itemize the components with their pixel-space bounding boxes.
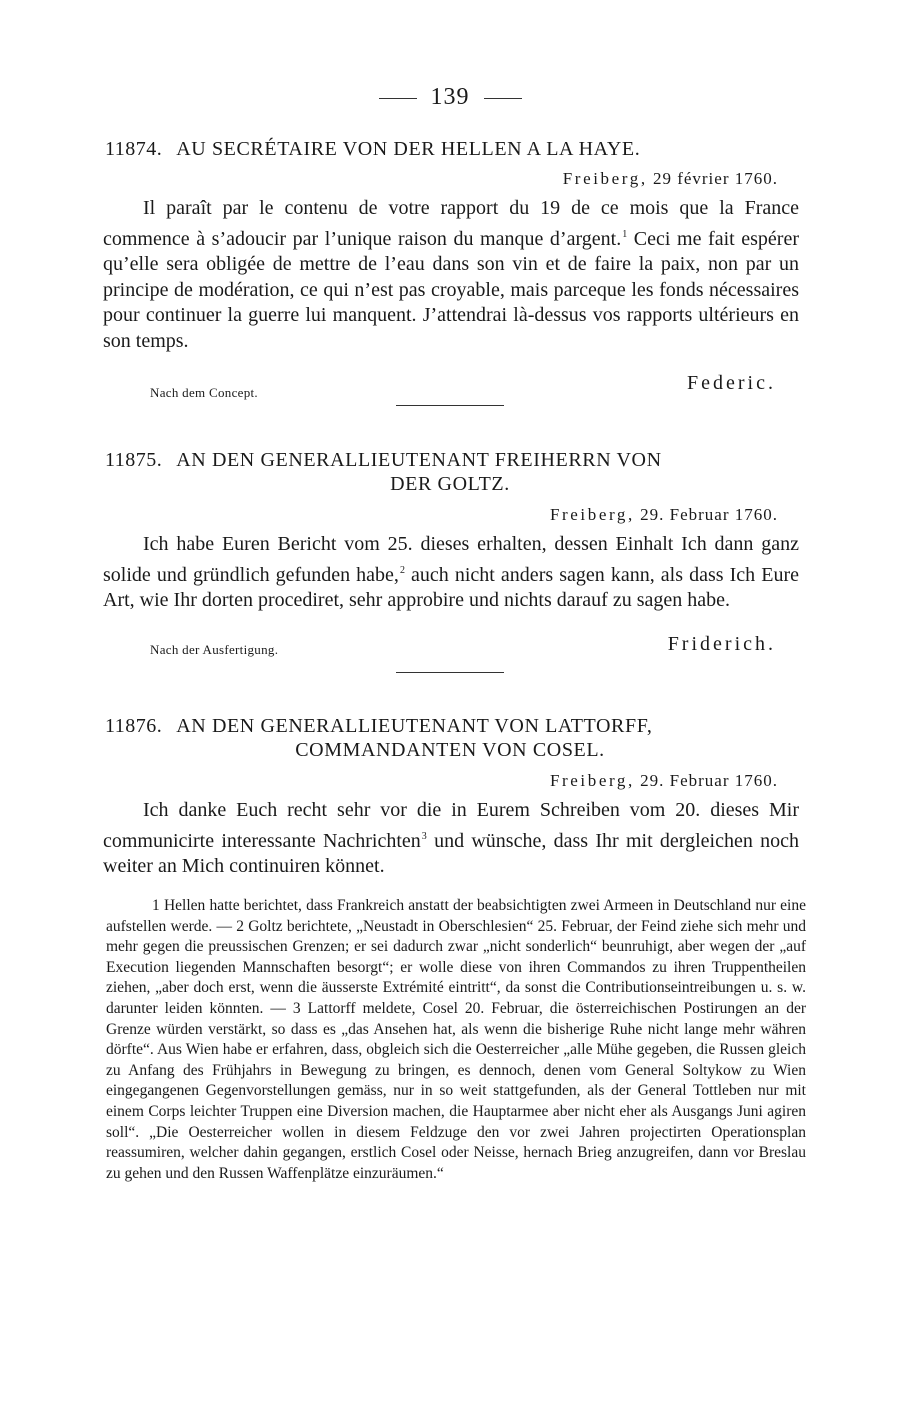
page-number <box>0 84 900 111</box>
footnotes <box>106 896 806 1184</box>
letter-dateline <box>550 505 778 525</box>
letter-body-text: Il paraît par le contenu de votre rapport du 19 de ce mois que la France commence à s’adoucir par l’unique raison du manque d’argent. <box>103 197 799 250</box>
letter-place: Freiberg, <box>549 771 635 790</box>
letter-heading <box>105 714 795 762</box>
letter-addressee: AU SECRÉTAIRE VON DER HELLEN A LA HAYE. <box>176 138 641 160</box>
section-divider <box>396 672 504 673</box>
letter-signature: Federic. <box>687 372 776 394</box>
letter-number: 11875. <box>105 449 163 471</box>
letter-source-note: Nach dem Concept. <box>150 385 258 400</box>
footnote-ref: 1 <box>622 228 628 240</box>
letter-addressee-line2: DER GOLTZ. <box>390 473 510 495</box>
letter-addressee: AN DEN GENERALLIEUTENANT FREIHERRN VON <box>176 449 662 471</box>
letter-body-text: Ich habe Euren Bericht vom 25. dieses erhalten, dessen Einhalt Ich dann ganz solide und gründlich gefunden habe, <box>103 533 799 586</box>
letter-heading <box>105 448 795 496</box>
footnote-ref: 2 <box>399 564 405 576</box>
letter-addressee: AN DEN GENERALLIEUTENANT VON LATTORFF, <box>176 715 653 737</box>
letter-body-text-cont: und wünsche, dass Ihr mit dergleichen noch weiter an Mich continuiren könnet. <box>103 829 799 877</box>
letter-place: Freiberg, <box>562 169 648 188</box>
letter-body <box>103 196 799 354</box>
page-number-dash-right <box>484 98 522 99</box>
footnotes-text: 1 Hellen hatte berichtet, dass Frankreich anstatt der beabsichtigten zwei Armeen in Deutschland nur eine aufstellen werde. — 2 Goltz berichtete, „Neustadt in Oberschlesien“ 25. Februar, der Feind ziehe sich mehr und mehr gegen die preussischen Grenzen; er sei dadurch zwar „nicht sonderlich“ beunruhigt, aber wegen der „auf Execution liegenden Mannschaften besorgt“; er wolle diese von ihren Commandos zu ihren Truppentheilen ziehen, „aber doch erst, wenn die äusserste Extrémité eintritt“, da sonst die Contributionseintreibungen u. s. w. darunter leiden könnten. — 3 Lattorff meldete, Cosel 20. Februar, die österreichischen Postirungen an der Grenze würden verstärkt, so dass es „das Ansehen hat, als wenn die bisherige Ruhe nicht lange mehr währen dörfte“. Aus Wien habe er erfahren, dass, obgleich sich die Oesterreicher „alle Mühe gegeben, die Russen gleich zu Anfang des Frühjahrs in Bewegung zu bringen, es dennoch, denen vom General Soltykow zu Wien eingegangenen Gegenvorstellungen gemäss, nur in so weit stattgefunden, als der General Tottleben nur mit einem Corps leichter Truppen eine Diversion machen, die Hauptarmee aber nicht eher als Ausgangs Juni agiren soll“. „Die Oesterreicher wollen in diesem Feldzuge den vor zwei Jahren projectirten Operationsplan reassumiren, welcher dahin gegangen, erstlich Cosel oder Neisse, hernach Brieg anzugreifen, dann vor Breslau zu gehen und den Russen Waffenplätze einzuräumen.“ <box>106 897 806 1182</box>
letter-addressee-line2: COMMANDANTEN VON COSEL. <box>295 739 605 761</box>
letter-dateline <box>550 771 778 791</box>
section-divider <box>396 405 504 406</box>
letter-heading <box>105 137 795 161</box>
letter-date: 29. Februar 1760. <box>640 505 778 524</box>
letter-body-text-cont: Ceci me fait espérer qu’elle sera obligée de mettre de l’eau dans son vin et de faire la paix, non par un principe de modération, ce qui n’est pas croyable, mais parceque les fonds nécessaires pour continuer la guerre lui manquent. J’attendrai là-dessus vos rapports ultérieurs en son temps. <box>103 227 799 352</box>
letter-source-note: Nach der Ausfertigung. <box>150 642 279 657</box>
letter-signature: Friderich. <box>667 633 776 655</box>
letter-body-text: Ich danke Euch recht sehr vor die in Eurem Schreiben vom 20. dieses Mir communicirte interessante Nachrichten <box>103 799 799 852</box>
page-number-text: 139 <box>430 84 470 110</box>
letter-body <box>103 798 799 880</box>
letter-body <box>103 532 799 614</box>
letter-date: 29. Februar 1760. <box>640 771 778 790</box>
letter-body-text-cont: auch nicht anders sagen kann, als dass Ich Eure Art, wie Ihr dorten procediret, sehr approbire und nichts darauf zu sagen habe. <box>103 563 800 611</box>
letter-number: 11876. <box>105 715 163 737</box>
letter-number: 11874. <box>105 138 163 160</box>
footnote-ref: 3 <box>421 830 427 842</box>
page-number-dash-left <box>379 98 417 99</box>
letter-dateline <box>563 169 778 189</box>
letter-place: Freiberg, <box>549 505 635 524</box>
letter-date: 29 février 1760. <box>652 169 778 188</box>
